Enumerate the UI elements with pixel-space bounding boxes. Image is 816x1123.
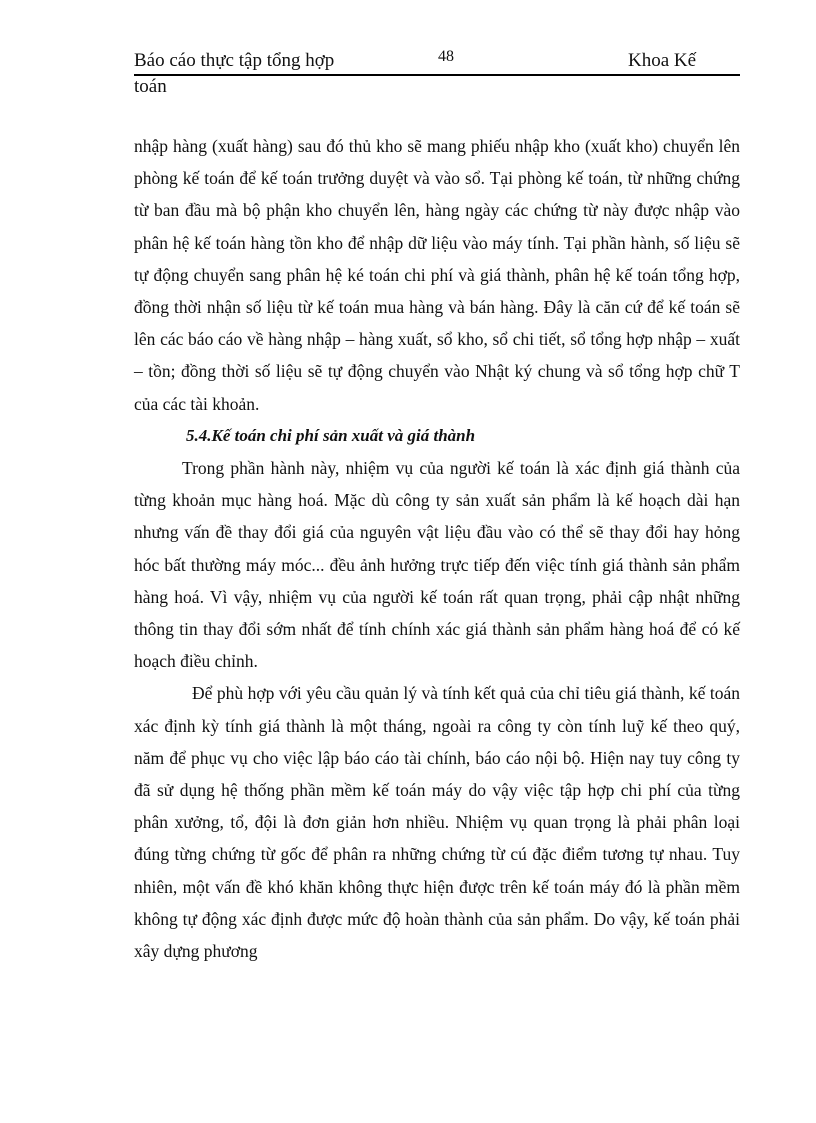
body-text xyxy=(134,130,740,967)
header-report-title: Báo cáo thực tập tổng hợp xyxy=(134,50,335,71)
page-number: 48 xyxy=(438,48,454,65)
section-heading: 5.4.Kế toán chi phí sản xuất và giá thành xyxy=(186,425,476,445)
header-department: Khoa Kế xyxy=(628,50,697,71)
header-department-continuation: toán xyxy=(134,76,167,97)
paragraph-2: Trong phần hành này, nhiệm vụ của người kế toán là xác định giá thành của từng khoản mục hàng hoá. Mặc dù công ty sản xuất sản phẩm là kế hoạch dài hạn nhưng vấn đề thay đổi giá của nguyên vật liệu đầu vào có thể sẽ thay đổi hay hỏng hóc bất thường máy móc... đều ảnh hưởng trực tiếp đến việc tính giá thành sản phẩm hàng hoá. Vì vậy, nhiệm vụ của người kế toán rất quan trọng, phải cập nhật những thông tin thay đổi sớm nhất để tính chính xác giá thành sản phẩm hàng hoá để có kế hoạch điều chỉnh. xyxy=(134,458,740,672)
paragraph-1: nhập hàng (xuất hàng) sau đó thủ kho sẽ mang phiếu nhập kho (xuất kho) chuyển lên phòng kế toán để kế toán trưởng duyệt và vào sổ. Tại phòng kế toán, từ những chứng từ ban đầu mà bộ phận kho chuyển lên, hàng ngày các chứng từ này được nhập vào phân hệ kế toán hàng tồn kho để nhập dữ liệu vào máy tính. Tại phần hành, số liệu sẽ tự động chuyển sang phân hệ ké toán chi phí và giá thành, phân hệ kế toán tổng hợp, đồng thời nhận số liệu từ kế toán mua hàng và bán hàng. Đây là căn cứ để kế toán sẽ lên các báo cáo về hàng nhập – hàng xuất, sổ kho, sổ chi tiết, sổ tổng hợp nhập – xuất – tồn; đồng thời số liệu sẽ tự động chuyển vào Nhật ký chung và sổ tổng hợp chữ T của các tài khoản. xyxy=(134,136,740,414)
page-header xyxy=(134,48,740,76)
paragraph-3: Để phù hợp với yêu cầu quản lý và tính kết quả của chỉ tiêu giá thành, kế toán xác định kỳ tính giá thành là một tháng, ngoài ra công ty còn tính luỹ kế theo quý, năm để phục vụ cho việc lập báo cáo tài chính, báo cáo nội bộ. Hiện nay tuy công ty đã sử dụng hệ thống phần mềm kế toán máy do vậy việc tập hợp chi phí của từng phân xưởng, tổ, đội là đơn giản hơn nhiều. Nhiệm vụ quan trọng là phải phân loại đúng từng chứng từ gốc để phân ra những chứng từ cú đặc điểm tương tự nhau. Tuy nhiên, một vấn đề khó khăn không thực hiện được trên kế toán máy đó là phần mềm không tự động xác định được mức độ hoàn thành của sản phẩm. Do vậy, kế toán phải xây dựng phương xyxy=(134,683,740,962)
